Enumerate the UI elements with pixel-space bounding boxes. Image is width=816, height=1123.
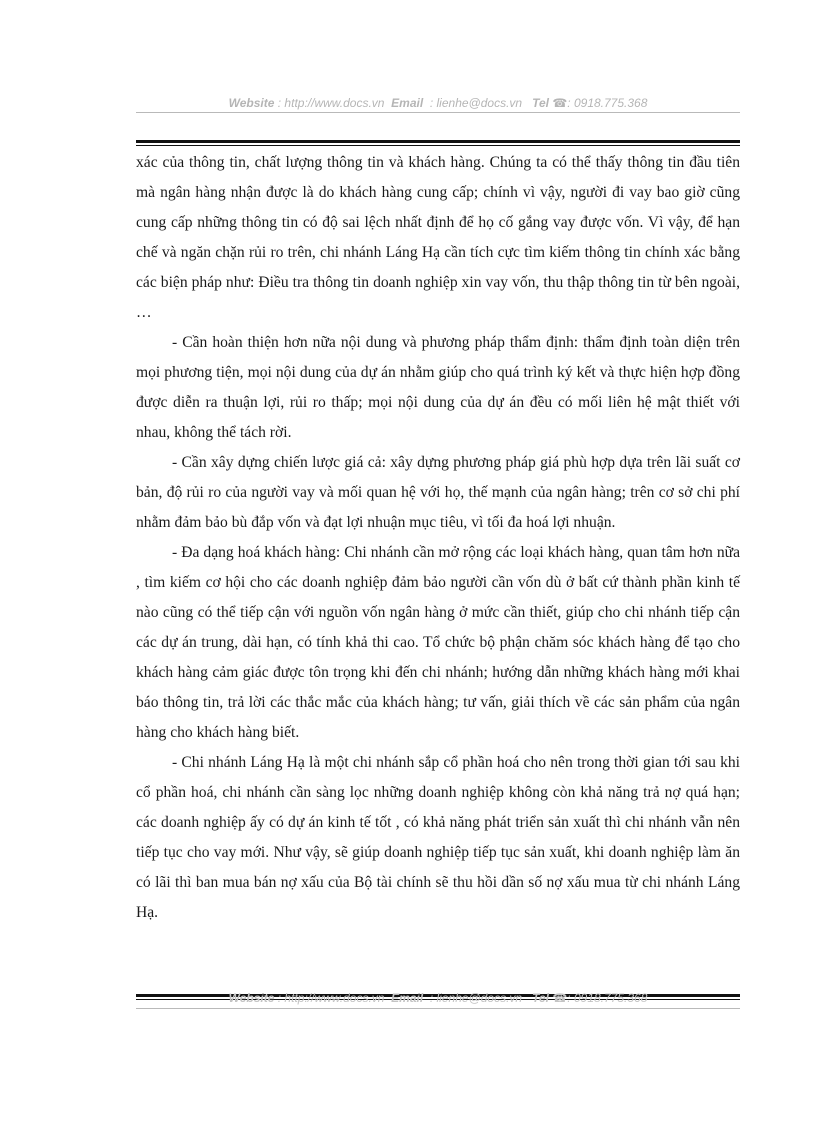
footer-website-label: Website — [228, 991, 275, 1005]
phone-icon: ☎ — [552, 991, 568, 1005]
page-footer — [136, 991, 740, 1005]
page-header — [136, 96, 740, 110]
paragraph-4: - Đa dạng hoá khách hàng: Chi nhánh cần mở rộng các loại khách hàng, quan tâm hơn nữa , tìm kiếm cơ hội cho các doanh nghiệp đảm bảo người cần vốn dù ở bất cứ thành phần kinh tế nào cũng có thể tiếp cận với nguồn vốn ngân hàng ở mức cần thiết, giúp cho chi nhánh tiếp cận các dự án trung, dài hạn, có tính khả thi cao. Tổ chức bộ phận chăm sóc khách hàng để tạo cho khách hàng cảm giác được tôn trọng khi đến chi nhánh; hướng dẫn những khách hàng mới khai báo thông tin, trả lời các thắc mắc của khách hàng; tư vấn, giải thích về các sản phẩm của ngân hàng cho khách hàng biết. — [136, 544, 740, 741]
header-tel-label: Tel — [532, 96, 549, 110]
header-website-label: Website — [228, 96, 275, 110]
paragraph-1: xác của thông tin, chất lượng thông tin và khách hàng. Chúng ta có thể thấy thông tin đầu tiên mà ngân hàng nhận được là do khách hàng cung cấp; chính vì vậy, người đi vay bao giờ cũng cung cấp những thông tin có độ sai lệch nhất định để họ cố gắng vay được vốn. Vì vậy, để hạn chế và ngăn chặn rủi ro trên, chi nhánh Láng Hạ cần tích cực tìm kiếm thông tin chính xác bằng các biện pháp như: Điều tra thông tin doanh nghiệp xin vay vốn, thu thập thông tin từ bên ngoài, … — [136, 154, 740, 321]
top-rule-thin — [136, 145, 740, 146]
footer-email-link[interactable]: : lienhe@docs.vn — [429, 991, 523, 1005]
top-rule-thick — [136, 140, 740, 143]
header-website-link[interactable]: : http://www.docs.vn — [277, 96, 385, 110]
phone-icon: ☎ — [552, 96, 568, 110]
footer-tel-value: : 0918.775.368 — [567, 991, 648, 1005]
header-underline — [136, 112, 740, 113]
paragraph-5: - Chi nhánh Láng Hạ là một chi nhánh sắp cổ phần hoá cho nên trong thời gian tới sau khi cổ phần hoá, chi nhánh cần sàng lọc những doanh nghiệp không còn khả năng trả nợ quá hạn; các doanh nghiệp ấy có dự án kinh tế tốt , có khả năng phát triển sản xuất thì chi nhánh vẫn nên tiếp tục cho vay mới. Như vậy, sẽ giúp doanh nghiệp tiếp tục sản xuất, khi doanh nghiệp làm ăn có lãi thì ban mua bán nợ xấu của Bộ tài chính sẽ thu hồi dần số nợ xấu mua từ chi nhánh Láng Hạ. — [136, 754, 740, 921]
header-email-label: Email — [391, 96, 424, 110]
header-tel-value: : 0918.775.368 — [567, 96, 648, 110]
header-email-link[interactable]: : lienhe@docs.vn — [429, 96, 523, 110]
document-body — [136, 148, 740, 928]
footer-email-label: Email — [391, 991, 424, 1005]
footer-tel-label: Tel — [532, 991, 549, 1005]
paragraph-3: - Cần xây dựng chiến lược giá cả: xây dựng phương pháp giá phù hợp dựa trên lãi suất cơ bản, độ rủi ro của người vay và mối quan hệ với họ, thế mạnh của ngân hàng; trên cơ sở chi phí nhằm đảm bảo bù đắp vốn và đạt lợi nhuận mục tiêu, vì tối đa hoá lợi nhuận. — [136, 454, 740, 531]
footer-website-link[interactable]: : http://www.docs.vn — [277, 991, 385, 1005]
paragraph-2: - Cần hoàn thiện hơn nữa nội dung và phương pháp thẩm định: thẩm định toàn diện trên mọi phương tiện, mọi nội dung của dự án nhằm giúp cho quá trình ký kết và thực hiện hợp đồng được diễn ra thuận lợi, rủi ro thấp; mọi nội dung của dự án đều có mối liên hệ mật thiết với nhau, không thể tách rời. — [136, 334, 740, 441]
footer-underline — [136, 1008, 740, 1009]
